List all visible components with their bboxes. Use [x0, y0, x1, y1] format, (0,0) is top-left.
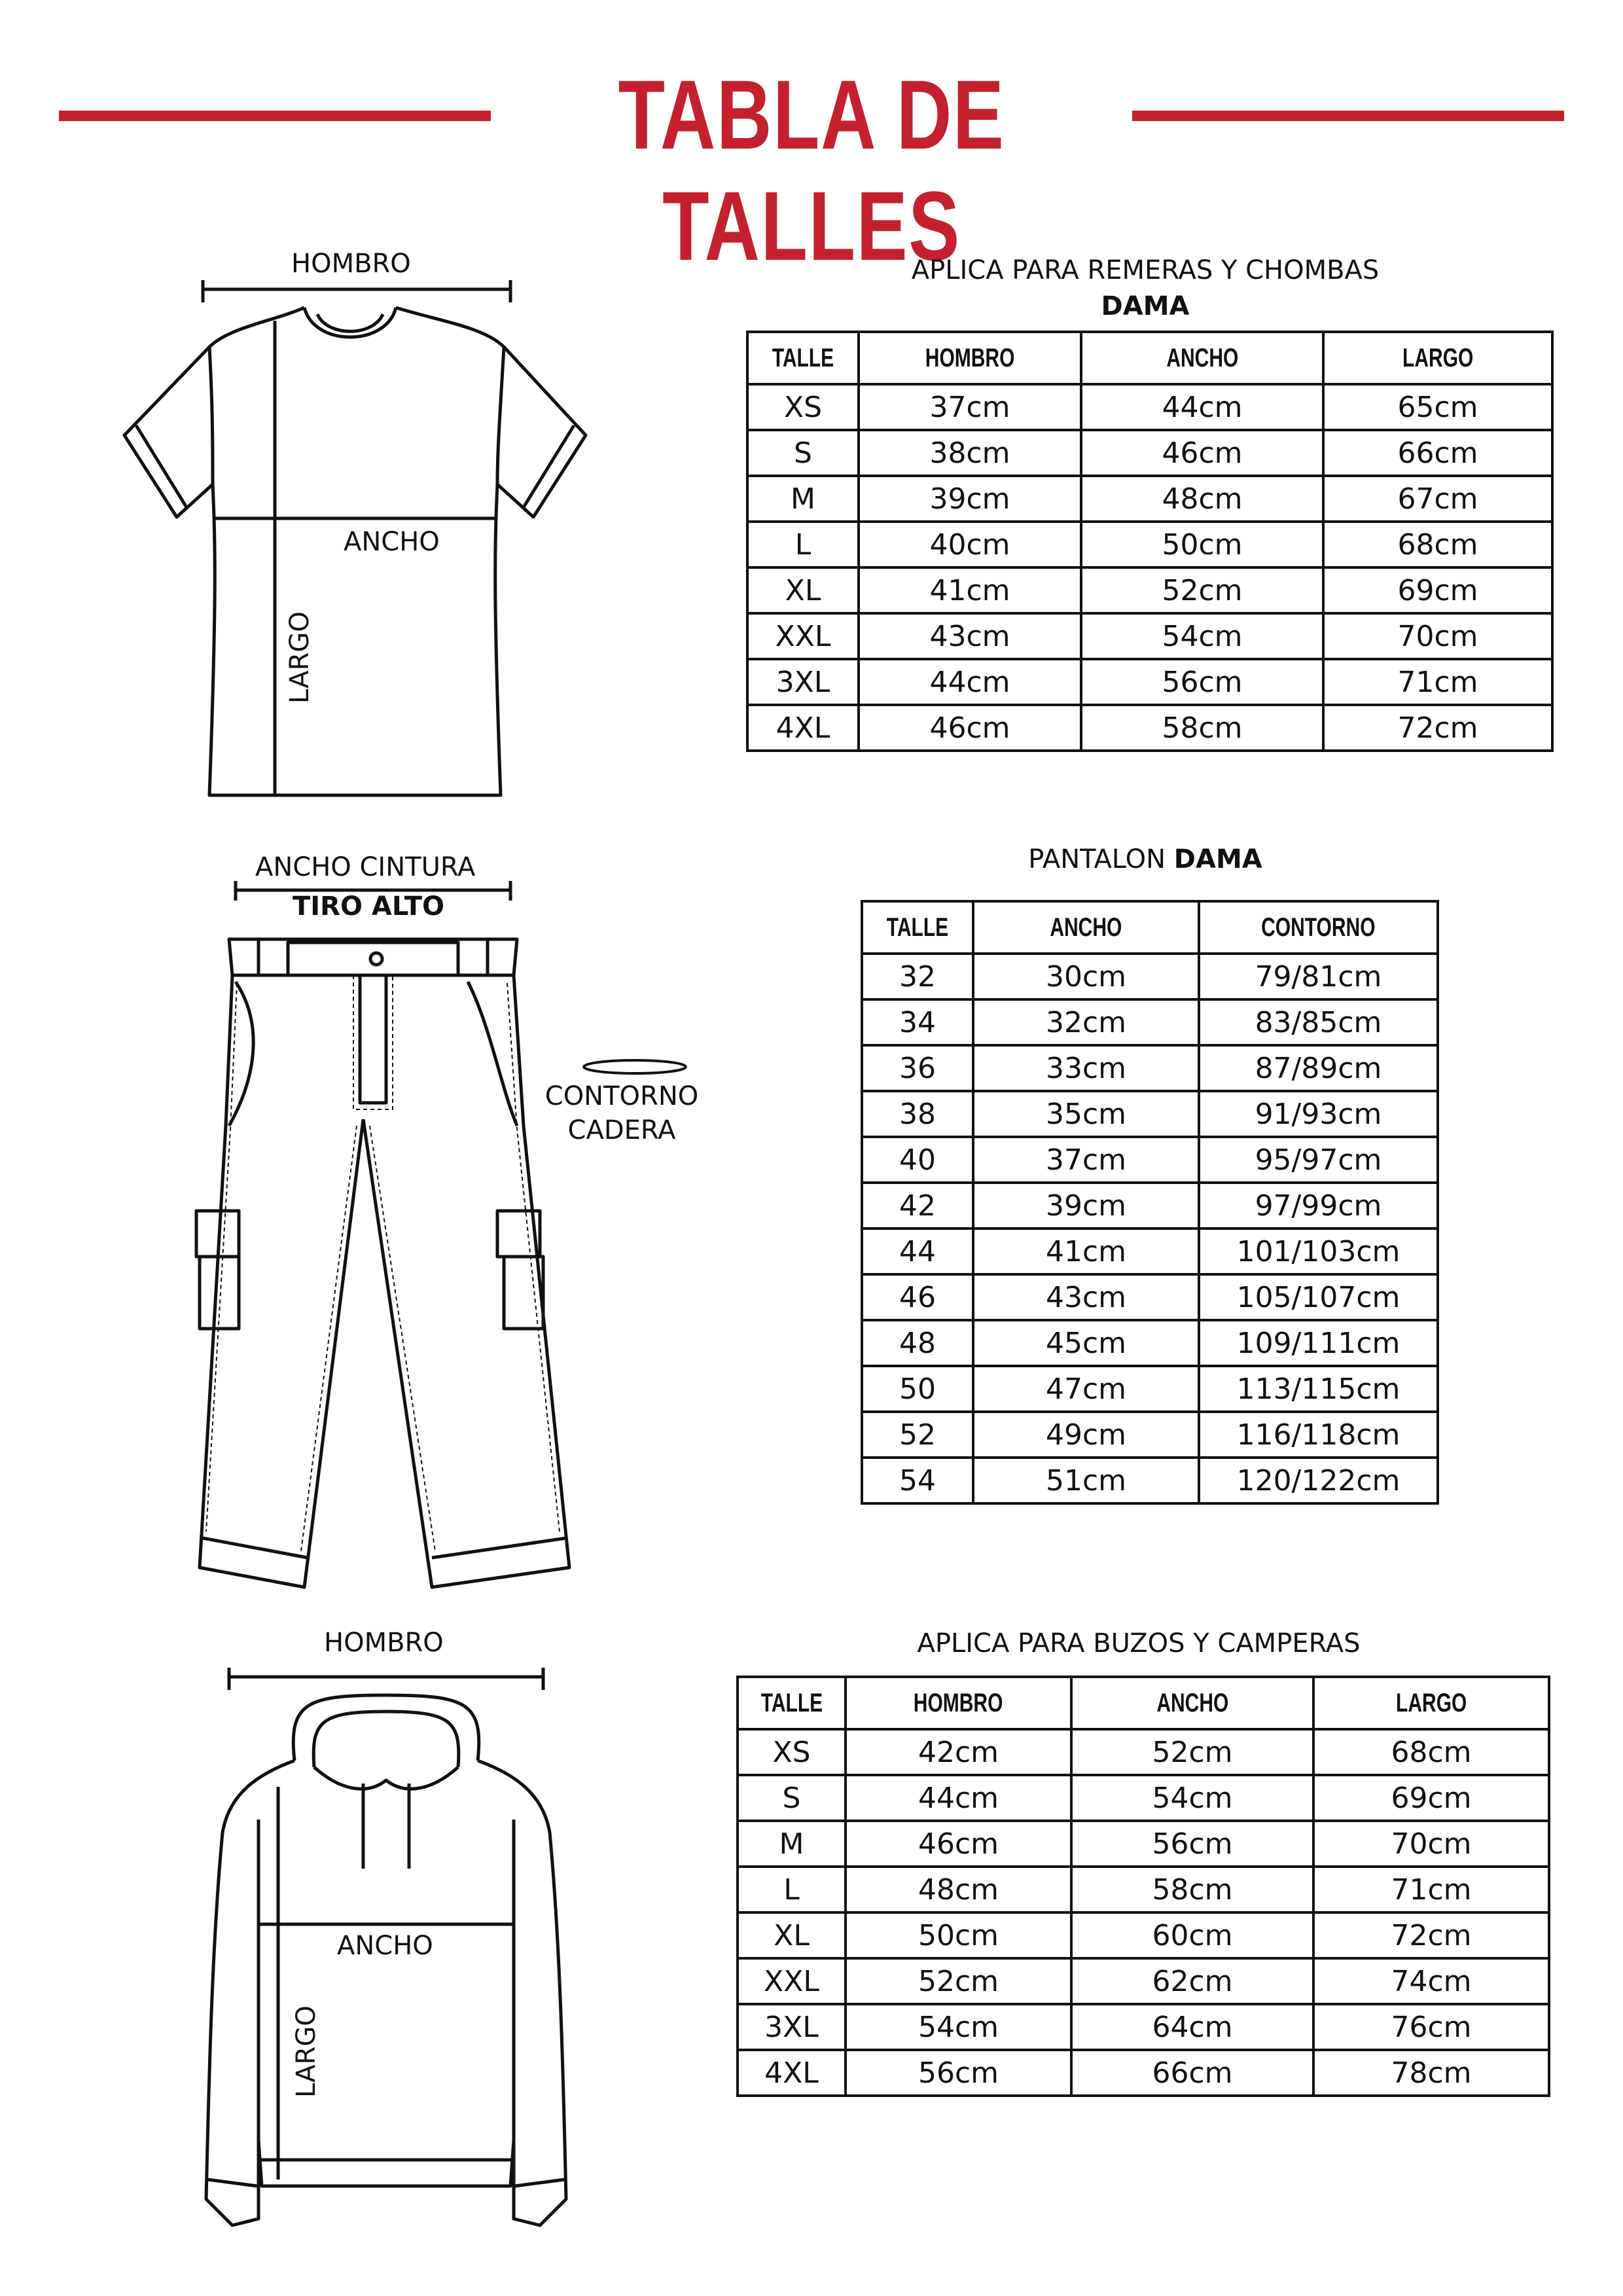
column-header-label: TALLE: [772, 343, 834, 372]
size-cell: 34: [862, 999, 973, 1045]
measure-cell: 116/118cm: [1199, 1412, 1438, 1458]
table-pantalon-dama: [861, 900, 1439, 1505]
column-header-label: HOMBRO: [925, 343, 1015, 372]
table-row: [738, 1958, 1549, 2004]
table-row: [738, 1729, 1549, 1775]
pants-label-contorno: CONTORNO: [544, 1081, 699, 1111]
size-cell: 40: [862, 1137, 973, 1183]
table-header-row: [862, 901, 1438, 954]
size-cell: XXL: [738, 1958, 846, 2004]
measure-cell: 101/103cm: [1199, 1229, 1438, 1274]
measure-cell: 46cm: [859, 705, 1081, 751]
column-header-label: LARGO: [1402, 343, 1474, 372]
measure-cell: 68cm: [1313, 1729, 1549, 1775]
column-header: [1081, 332, 1323, 384]
measure-cell: 78cm: [1313, 2050, 1549, 2096]
table-row: [738, 1775, 1549, 1821]
column-header: [1313, 1677, 1549, 1729]
measure-cell: 54cm: [1081, 613, 1323, 659]
measure-cell: 43cm: [973, 1274, 1199, 1320]
measure-cell: 83/85cm: [1199, 999, 1438, 1045]
measure-cell: 50cm: [846, 1912, 1071, 1958]
table-row: [738, 2050, 1549, 2096]
column-header: [859, 332, 1081, 384]
measure-cell: 54cm: [846, 2004, 1071, 2050]
size-cell: 38: [862, 1091, 973, 1137]
column-header-label: HOMBRO: [914, 1688, 1003, 1717]
measure-cell: 32cm: [973, 999, 1199, 1045]
measure-cell: 39cm: [973, 1183, 1199, 1229]
size-cell: XS: [738, 1729, 846, 1775]
table2-caption: [857, 844, 1433, 874]
measure-cell: 37cm: [859, 384, 1081, 430]
measure-cell: 56cm: [846, 2050, 1071, 2096]
measure-cell: 35cm: [973, 1091, 1199, 1137]
size-cell: 32: [862, 954, 973, 999]
measure-cell: 37cm: [973, 1137, 1199, 1183]
size-cell: 48: [862, 1320, 973, 1366]
measure-cell: 44cm: [859, 659, 1081, 705]
size-cell: M: [738, 1821, 846, 1867]
measure-cell: 67cm: [1323, 476, 1552, 522]
measure-cell: 120/122cm: [1199, 1458, 1438, 1503]
size-cell: 36: [862, 1045, 973, 1091]
tshirt-label-largo: LARGO: [285, 611, 315, 704]
measure-cell: 40cm: [859, 522, 1081, 567]
table-row: [738, 1867, 1549, 1912]
size-cell: XXL: [747, 613, 859, 659]
measure-cell: 41cm: [973, 1229, 1199, 1274]
measure-cell: 69cm: [1323, 567, 1552, 613]
table-row: [747, 567, 1552, 613]
title-rule-left: [59, 111, 491, 121]
column-header-label: LARGO: [1395, 1688, 1467, 1717]
size-cell: S: [738, 1775, 846, 1821]
table1-caption: APLICA PARA REMERAS Y CHOMBAS: [911, 255, 1380, 285]
table-row: [738, 1821, 1549, 1867]
hoodie-label-largo: LARGO: [291, 2005, 321, 2098]
column-header-label: CONTORNO: [1261, 912, 1376, 942]
measure-cell: 65cm: [1323, 384, 1552, 430]
measure-cell: 48cm: [846, 1867, 1071, 1912]
table-row: [747, 659, 1552, 705]
size-cell: XL: [738, 1912, 846, 1958]
size-cell: 3XL: [738, 2004, 846, 2050]
table1-subcaption: DAMA: [1101, 291, 1190, 321]
measure-cell: 38cm: [859, 430, 1081, 476]
table-row: [862, 1458, 1438, 1503]
column-header: [846, 1677, 1071, 1729]
measure-cell: 46cm: [846, 1821, 1071, 1867]
column-header-label: ANCHO: [1050, 912, 1122, 942]
measure-cell: 43cm: [859, 613, 1081, 659]
table-remeras-chombas: [746, 331, 1554, 752]
measure-cell: 39cm: [859, 476, 1081, 522]
measure-cell: 66cm: [1323, 430, 1552, 476]
measure-cell: 70cm: [1323, 613, 1552, 659]
table-row: [862, 999, 1438, 1045]
hoodie-label-hombro: HOMBRO: [324, 1628, 444, 1658]
table-header-row: [738, 1677, 1549, 1729]
table-row: [862, 1229, 1438, 1274]
table-row: [738, 2004, 1549, 2050]
size-cell: L: [747, 522, 859, 567]
column-header: [862, 901, 973, 954]
size-cell: M: [747, 476, 859, 522]
table-row: [862, 1366, 1438, 1412]
measure-cell: 54cm: [1071, 1775, 1313, 1821]
size-cell: L: [738, 1867, 846, 1912]
table-row: [747, 430, 1552, 476]
measure-cell: 76cm: [1313, 2004, 1549, 2050]
measure-cell: 44cm: [1081, 384, 1323, 430]
measure-cell: 72cm: [1313, 1912, 1549, 1958]
size-cell: 46: [862, 1274, 973, 1320]
table-buzos-camperas: [736, 1676, 1550, 2097]
table-row: [862, 1183, 1438, 1229]
measure-cell: 79/81cm: [1199, 954, 1438, 999]
measure-cell: 68cm: [1323, 522, 1552, 567]
measure-cell: 66cm: [1071, 2050, 1313, 2096]
measure-cell: 64cm: [1071, 2004, 1313, 2050]
table-row: [738, 1912, 1549, 1958]
measure-cell: 70cm: [1313, 1821, 1549, 1867]
measure-cell: 48cm: [1081, 476, 1323, 522]
table-row: [862, 1091, 1438, 1137]
table-row: [862, 1320, 1438, 1366]
measure-cell: 60cm: [1071, 1912, 1313, 1958]
table-row: [747, 613, 1552, 659]
measure-cell: 52cm: [1071, 1729, 1313, 1775]
size-cell: XL: [747, 567, 859, 613]
size-cell: 3XL: [747, 659, 859, 705]
measure-cell: 105/107cm: [1199, 1274, 1438, 1320]
table-row: [862, 954, 1438, 999]
column-header: [973, 901, 1199, 954]
measure-cell: 56cm: [1081, 659, 1323, 705]
size-cell: 52: [862, 1412, 973, 1458]
column-header-label: ANCHO: [1156, 1688, 1228, 1717]
size-cell: 4XL: [747, 705, 859, 751]
tshirt-label-hombro: HOMBRO: [291, 249, 411, 279]
measure-cell: 113/115cm: [1199, 1366, 1438, 1412]
measure-cell: 95/97cm: [1199, 1137, 1438, 1183]
size-cell: 42: [862, 1183, 973, 1229]
column-header: [1071, 1677, 1313, 1729]
measure-cell: 50cm: [1081, 522, 1323, 567]
size-cell: 50: [862, 1366, 973, 1412]
size-cell: 54: [862, 1458, 973, 1503]
measure-cell: 71cm: [1313, 1867, 1549, 1912]
column-header: [1199, 901, 1438, 954]
table2-caption-text: PANTALON: [1028, 844, 1166, 874]
measure-cell: 91/93cm: [1199, 1091, 1438, 1137]
measure-cell: 87/89cm: [1199, 1045, 1438, 1091]
measure-cell: 71cm: [1323, 659, 1552, 705]
measure-cell: 52cm: [846, 1958, 1071, 2004]
measure-cell: 41cm: [859, 567, 1081, 613]
size-cell: 4XL: [738, 2050, 846, 2096]
page-title: TABLA DE TALLES: [618, 60, 1005, 281]
table-row: [862, 1412, 1438, 1458]
measure-cell: 56cm: [1071, 1821, 1313, 1867]
pants-label-ancho-cintura: ANCHO CINTURA: [255, 852, 476, 882]
measure-cell: 58cm: [1071, 1867, 1313, 1912]
measure-cell: 52cm: [1081, 567, 1323, 613]
column-header-label: TALLE: [760, 1688, 823, 1717]
table2-caption-bold: DAMA: [1173, 844, 1262, 874]
size-cell: 44: [862, 1229, 973, 1274]
measure-cell: 51cm: [973, 1458, 1199, 1503]
table-row: [862, 1274, 1438, 1320]
measure-cell: 58cm: [1081, 705, 1323, 751]
table3-caption: APLICA PARA BUZOS Y CAMPERAS: [917, 1628, 1361, 1659]
title-rule-right: [1132, 111, 1564, 121]
column-header: [1323, 332, 1552, 384]
measure-cell: 45cm: [973, 1320, 1199, 1366]
measure-cell: 69cm: [1313, 1775, 1549, 1821]
measure-cell: 74cm: [1313, 1958, 1549, 2004]
measure-cell: 30cm: [973, 954, 1199, 999]
table-row: [747, 384, 1552, 430]
size-cell: XS: [747, 384, 859, 430]
measure-cell: 109/111cm: [1199, 1320, 1438, 1366]
table-header-row: [747, 332, 1552, 384]
measure-cell: 46cm: [1081, 430, 1323, 476]
table-row: [747, 705, 1552, 751]
table-row: [862, 1045, 1438, 1091]
pants-illustration: [164, 877, 700, 1590]
measure-cell: 33cm: [973, 1045, 1199, 1091]
measure-cell: 42cm: [846, 1729, 1071, 1775]
column-header: [738, 1677, 846, 1729]
measure-cell: 72cm: [1323, 705, 1552, 751]
size-cell: S: [747, 430, 859, 476]
table-row: [747, 476, 1552, 522]
measure-cell: 47cm: [973, 1366, 1199, 1412]
tshirt-label-ancho: ANCHO: [344, 527, 440, 557]
measure-cell: 49cm: [973, 1412, 1199, 1458]
measure-cell: 97/99cm: [1199, 1183, 1438, 1229]
hoodie-label-ancho: ANCHO: [337, 1931, 433, 1961]
table-row: [862, 1137, 1438, 1183]
column-header-label: ANCHO: [1166, 343, 1238, 372]
pants-label-cadera: CADERA: [567, 1115, 676, 1145]
pants-label-tiro-alto: TIRO ALTO: [293, 891, 445, 922]
column-header-label: TALLE: [886, 912, 949, 942]
column-header: [747, 332, 859, 384]
measure-cell: 44cm: [846, 1775, 1071, 1821]
measure-cell: 62cm: [1071, 1958, 1313, 2004]
table-row: [747, 522, 1552, 567]
